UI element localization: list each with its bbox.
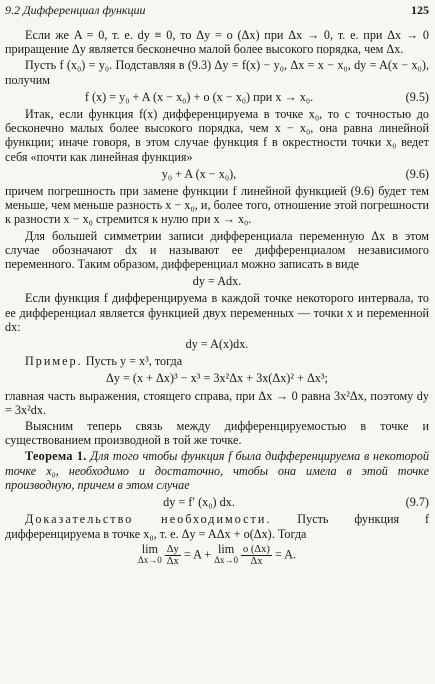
formula-differential-interval: [5, 337, 429, 351]
paragraph: Выясним теперь связь между дифференцируемостью в точке и существованием производной в той же точке.: [5, 419, 429, 448]
formula-part: = A.: [274, 547, 297, 561]
paragraph: Пусть f (x₀) = y₀. Подставляя в (9.3) Δy = f(x) − y₀, Δx = x − x₀, dy = A(x − x₀), получим: [5, 58, 429, 87]
fraction-denominator: Δx: [166, 555, 179, 567]
fraction-a: [165, 544, 181, 567]
theorem-paragraph: [5, 449, 429, 492]
limit-b: [214, 544, 238, 566]
formula-example: [5, 371, 429, 385]
formula-limit-expression: [5, 544, 429, 567]
formula-part: = A +: [183, 547, 212, 561]
proof-text: Пусть функция f дифференцируема в точке x₀, т. е. Δy = AΔx + o(Δx). Тогда: [5, 512, 430, 541]
formula-text: Δy = (x + Δx)³ − x³ = 3x²Δx + 3x(Δx)² + Δx³;: [106, 371, 328, 386]
paragraph: причем погрешность при замене функции f линейной функцией (9.6) будет тем меньше, чем меньше разность x − x₀, и, более того, отношение этой погрешности к разности x − x₀ стремится к нулю при x → x₀.: [5, 184, 429, 227]
equation-number: (9.5): [405, 89, 429, 104]
equation-number: (9.7): [405, 495, 429, 510]
formula-text: dy = A(x)dx.: [185, 337, 249, 352]
example-label: Пример.: [25, 354, 83, 369]
proof-label: Доказательство необходимости.: [25, 512, 272, 527]
formula-text: dy = Adx.: [192, 274, 242, 289]
paragraph: главная часть выражения, стоящего справа, при Δx → 0 равна 3x²Δx, поэтому dy = 3x²dx.: [5, 388, 429, 417]
running-header: [5, 3, 429, 19]
example-text: Пусть y = x³, тогда: [85, 354, 183, 369]
limit-subscript: Δx→0: [214, 555, 238, 566]
formula-text: dy = f′ (x₀) dx.: [163, 495, 235, 510]
formula-9-6: [5, 167, 429, 181]
formula-limit: [5, 544, 429, 567]
equation-number: (9.6): [405, 166, 429, 181]
theorem-label: Теорема 1.: [25, 449, 87, 464]
fraction-numerator: o (Δx): [243, 543, 270, 555]
paragraph: Итак, если функция f(x) дифференцируема в точке x₀, то с точностью до бесконечно малых более высокого порядка, чем x − x₀, она равна линейной функции; иначе говоря, в этом случае функция f в окрестности точки x₀ ведет себя «почти как линейная функция»: [5, 107, 429, 164]
formula-9-5: [5, 90, 429, 104]
formula-differential: [5, 274, 429, 288]
fraction-denominator: Δx: [250, 555, 263, 567]
formula-9-7: [5, 495, 429, 509]
paragraph: Если функция f дифференцируема в каждой точке некоторого интервала, то ее дифференциал является функцией двух переменных — точки x и переменной dx:: [5, 291, 429, 334]
fraction-numerator: Δy: [166, 543, 179, 555]
proof-paragraph: [5, 512, 429, 540]
limit-subscript: Δx→0: [137, 555, 162, 566]
page-body: [5, 28, 429, 570]
fraction-b: [241, 544, 272, 567]
section-title: 9.2 Дифференциал функции: [5, 3, 146, 17]
limit-word: lim: [141, 542, 158, 557]
formula-text: y₀ + A (x − x₀),: [161, 166, 237, 181]
example-paragraph: [5, 354, 429, 368]
theorem-text: Для того чтобы функция f была дифференцируема в некоторой точке x₀, необходимо и достаточно, чтобы она имела в этой точке производную, причем в этом случае: [5, 449, 430, 492]
paragraph: Для большей симметрии записи дифференциала переменную Δx в этом случае обозначают dx и называют ее дифференциалом независимого переменного. Таким образом, дифференциал можно записать в виде: [5, 228, 429, 272]
limit-a: [138, 544, 162, 566]
formula-text: f (x) = y₀ + A (x − x₀) + o (x − x₀) при x → x₀.: [84, 89, 314, 104]
page-number: 125: [411, 3, 429, 17]
paragraph: Если же A = 0, т. е. dy ≡ 0, то Δy = o (Δx) при Δx → 0, т. е. при Δx → 0 приращение Δy является бесконечно малой более высокого порядка, чем Δx.: [5, 28, 429, 57]
limit-word: lim: [217, 542, 235, 557]
